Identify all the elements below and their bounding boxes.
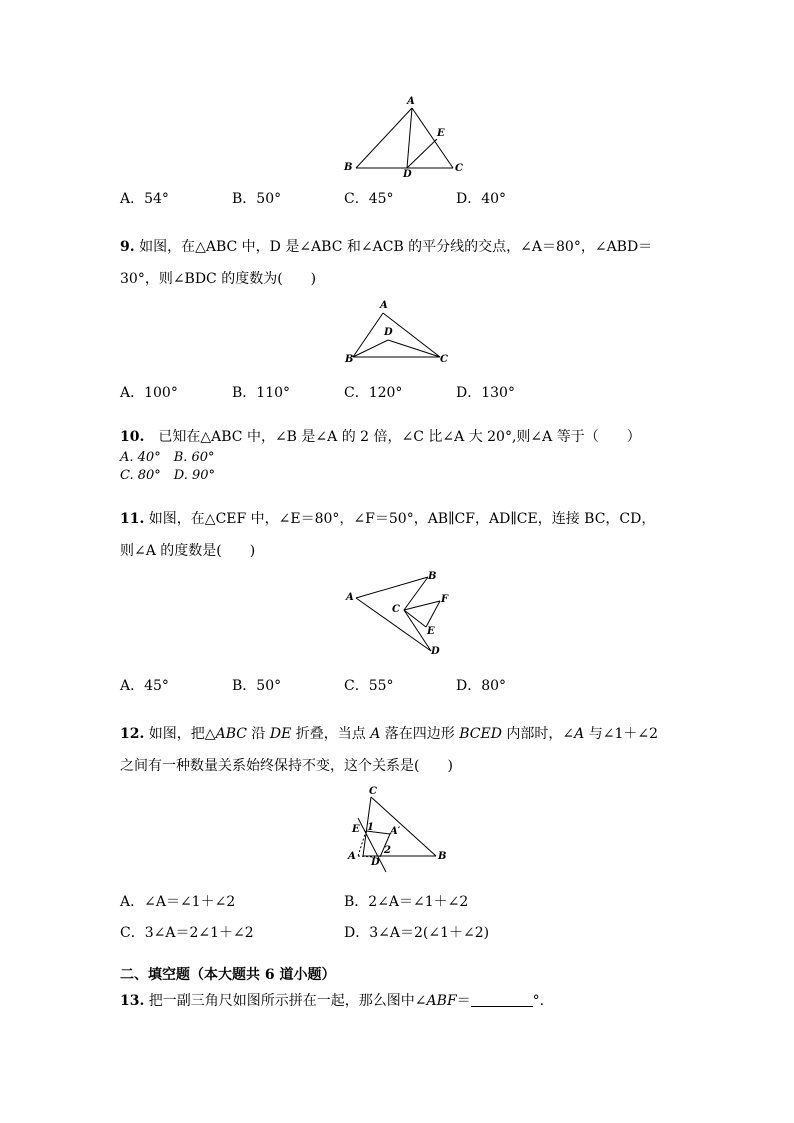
q13-stem-part: ABF: [426, 993, 457, 1009]
q11-label-c: C: [392, 604, 400, 615]
q12-number: 12.: [120, 726, 145, 742]
q13-number: 13.: [120, 993, 145, 1009]
q13-answer-blank[interactable]: [471, 994, 533, 1007]
q11-option-a[interactable]: A．45°: [120, 678, 169, 694]
q12-stem-part: 内部时，∠: [501, 726, 575, 742]
q10-number: 10.: [120, 429, 145, 445]
q9-label-c: C: [440, 354, 448, 365]
q12-label-b: B: [438, 851, 447, 862]
q9-stem-1: 如图，在△ABC 中，D 是∠ABC 和∠ACB 的平分线的交点，∠A＝80°，∠ABD＝: [134, 239, 653, 255]
q9-number: 9.: [120, 239, 135, 255]
q9-text-line2: 30°，则∠BDC 的度数为( ): [120, 271, 317, 287]
q9-label-d: D: [384, 327, 393, 338]
q13-stem-part: °.: [532, 993, 545, 1009]
q11-stem-1: 如图，在△CEF 中，∠E＝80°，∠F＝50°，AB∥CF，AD∥CE，连接 BC，CD，: [144, 511, 656, 527]
q10-options-line2[interactable]: C. 80° D. 90°: [120, 468, 216, 483]
q8-option-a[interactable]: A．54°: [120, 191, 169, 207]
q8-option-d[interactable]: D．40°: [456, 191, 507, 207]
q9-option-a[interactable]: A．100°: [120, 385, 178, 401]
label-d: D: [403, 169, 412, 180]
q13-stem-part: ＝: [456, 993, 471, 1009]
q12-label-1: 1: [367, 822, 374, 833]
q11-label-f: F: [441, 594, 449, 605]
q12-stem-part: A: [370, 726, 381, 742]
q9-label-b: B: [345, 354, 354, 365]
q11-option-b[interactable]: B．50°: [232, 678, 282, 694]
section-title-fill-in: 二、填空题（本大题共 6 道小题）: [120, 967, 336, 983]
q11-text-line2: 则∠A 的度数是( ): [120, 543, 256, 559]
q9-option-d[interactable]: D．130°: [456, 385, 515, 401]
q12-label-a: A: [348, 851, 356, 862]
q12-label-2: 2: [384, 845, 391, 856]
q13-text: [120, 990, 544, 1010]
q9-label-a: A: [380, 300, 388, 311]
q11-label-d: D: [431, 646, 440, 657]
q9-option-c[interactable]: C．120°: [344, 385, 403, 401]
q12-label-e: E: [352, 824, 360, 835]
q12-stem-part: BCED: [459, 726, 502, 742]
q12-stem-part: 折叠，当点: [291, 726, 371, 742]
label-e: E: [437, 128, 445, 139]
q13-stem-part: 把一副三角尺如图所示拼在一起，那么图中∠: [144, 993, 427, 1009]
q12-label-a-prime: A′: [390, 826, 401, 837]
q11-option-d[interactable]: D．80°: [456, 678, 507, 694]
q12-stem-part: 与∠1＋∠2: [584, 726, 659, 742]
q10-stem: 已知在△ABC 中，∠B 是∠A 的 2 倍，∠C 比∠A 大 20°,则∠A 等于（ ）: [144, 429, 641, 445]
q12-stem-part: A: [574, 726, 585, 742]
q11-label-a: A: [346, 592, 354, 603]
q10-options-line1[interactable]: A. 40° B. 60°: [120, 450, 215, 465]
q12-stem-part: 如图，把△: [144, 726, 216, 742]
q12-label-d: D: [371, 857, 380, 868]
q12-stem-part: DE: [269, 726, 292, 742]
label-c: C: [455, 163, 463, 174]
q12-label-c: C: [369, 786, 377, 797]
q11-option-c[interactable]: C．55°: [344, 678, 394, 694]
q12-text-line2: 之间有一种数量关系始终保持不变，这个关系是( ): [120, 758, 453, 774]
label-b: B: [344, 162, 353, 173]
label-a: A: [407, 96, 415, 107]
q12-option-b[interactable]: B．2∠A＝∠1＋∠2: [344, 894, 469, 910]
q11-number: 11.: [120, 511, 145, 527]
q12-option-d[interactable]: D．3∠A＝2(∠1＋∠2): [344, 925, 490, 941]
q8-option-b[interactable]: B．50°: [232, 191, 282, 207]
q12-stem-part: 落在四边形: [380, 726, 460, 742]
q12-option-a[interactable]: A．∠A＝∠1＋∠2: [120, 894, 236, 910]
q12-option-c[interactable]: C．3∠A＝2∠1＋∠2: [120, 925, 254, 941]
q12-stem-part: ABC: [215, 726, 247, 742]
q8-option-c[interactable]: C．45°: [344, 191, 394, 207]
q11-label-b: B: [428, 571, 437, 582]
q12-stem-part: 沿: [246, 726, 270, 742]
q11-label-e: E: [427, 626, 435, 637]
q9-option-b[interactable]: B．110°: [232, 385, 291, 401]
